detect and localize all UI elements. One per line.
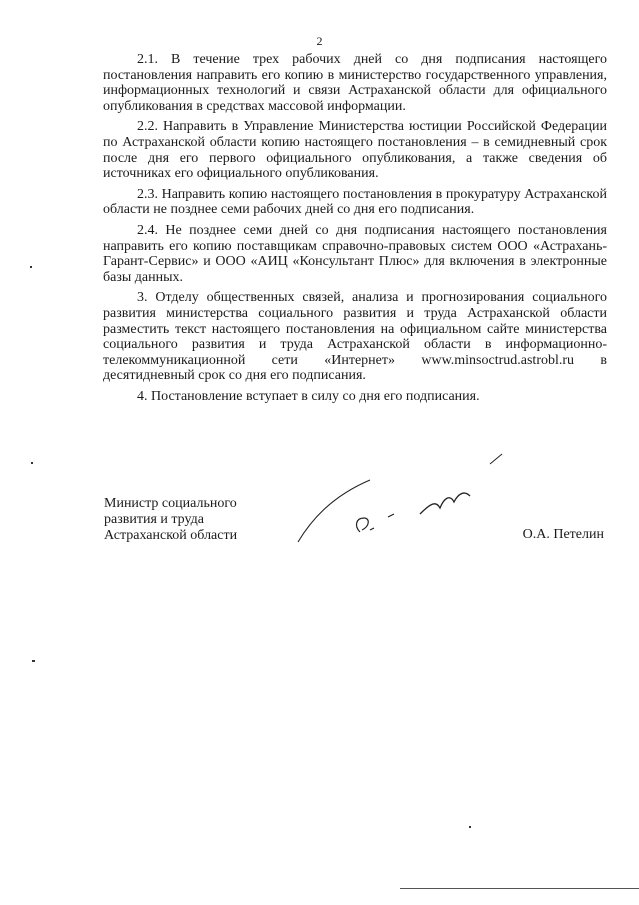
- signatory-position-line-3: Астраханской области: [104, 528, 238, 543]
- scan-speck: [30, 266, 32, 268]
- paragraph-2-3: 2.3. Направить копию настоящего постановления в прокуратуру Астраханской области не позднее семи рабочих дней со дня его подписания.: [103, 186, 607, 218]
- paragraph-2-1: 2.1. В течение трех рабочих дней со дня подписания настоящего постановления направить его копию в министерство государственного управления, информационных технологий и связи Астраханской области для официального опубликования в средствах массовой информации.: [103, 52, 607, 114]
- signatory-name: О.А. Петелин: [522, 527, 604, 542]
- signatory-position-line-2: развития и труда: [104, 512, 204, 527]
- scan-speck: [31, 462, 33, 464]
- paragraph-2-2: 2.2. Направить в Управление Министерства юстиции Российской Федерации по Астраханской области копию настоящего постановления – в семидневный срок после дня его первого официального опубликования, а также сведения об источниках его официального опубликования.: [103, 119, 607, 182]
- paragraph-2-4: 2.4. Не позднее семи дней со дня подписания настоящего постановления направить его копию поставщикам справочно-правовых систем ООО «Астрахань-Гарант-Сервис» и ООО «АИЦ «Консультант Плюс» для включения в электронные базы данных.: [103, 222, 607, 285]
- paragraph-4: 4. Постановление вступает в силу со дня его подписания.: [137, 388, 480, 404]
- scan-speck: [32, 660, 35, 662]
- document-body: [103, 52, 607, 409]
- page-number: 2: [316, 34, 323, 48]
- paragraph-3: 3. Отделу общественных связей, анализа и прогнозирования социального развития министерства социального развития и труда Астраханской области разместить текст настоящего постановления на официальном сайте министерства социального развития и труда Астраханской области в информационно-телекоммуникационной сети «Интернет» www.minsoctrud.astrobl.ru в десятидневный срок со дня его подписания.: [103, 290, 607, 384]
- scan-edge-line: [400, 888, 639, 889]
- signatory-position-line-1: Министр социального: [104, 496, 237, 511]
- signatory-position: [104, 496, 237, 544]
- handwritten-signature: [290, 452, 510, 547]
- scan-speck: [469, 826, 471, 828]
